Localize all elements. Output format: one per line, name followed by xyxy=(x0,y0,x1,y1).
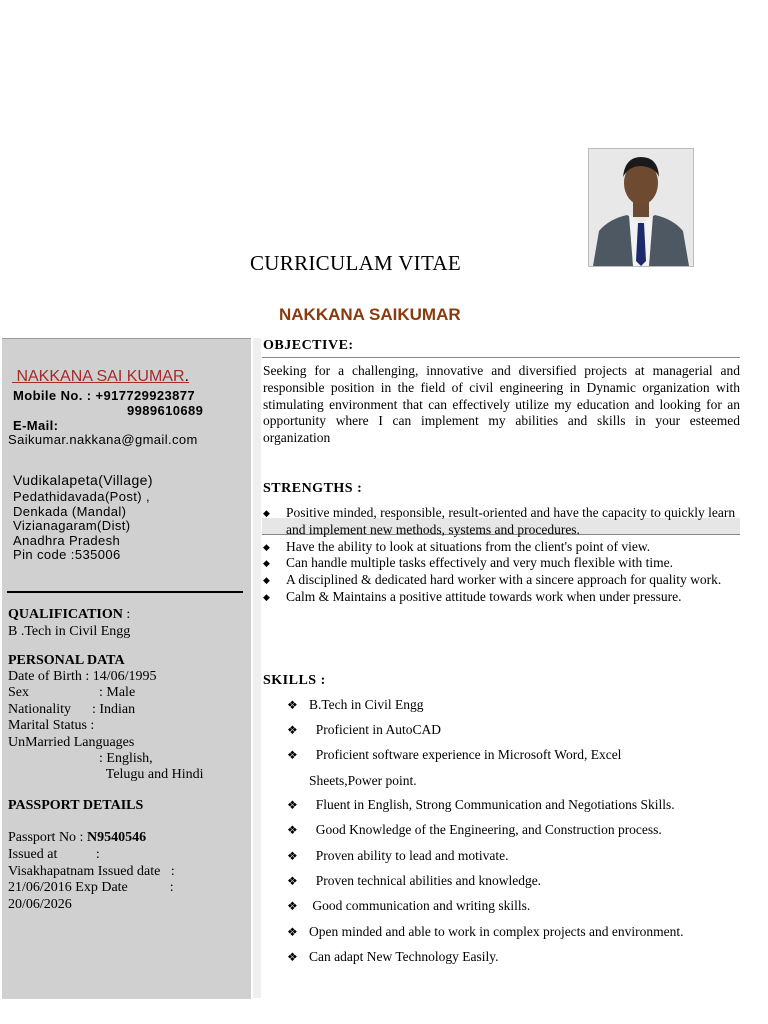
address-block xyxy=(13,490,150,563)
skill-item xyxy=(287,924,684,940)
skill-text: Open minded and able to work in complex projects and environment. xyxy=(309,924,684,939)
personal-line: Telugu and Hindi xyxy=(8,767,204,783)
mobile-number-1: +917729923877 xyxy=(95,388,196,403)
sidebar-name-suffix: . xyxy=(184,368,189,385)
skill-text: Fluent in English, Strong Communication and Negotiations Skills. xyxy=(309,797,675,812)
diamond-bullet-icon: ❖ xyxy=(287,723,298,737)
mobile-number-2: 9989610689 xyxy=(127,403,204,418)
strengths-list xyxy=(263,505,743,606)
candidate-name-heading: NAKKANA SAIKUMAR xyxy=(279,305,461,324)
skill-item xyxy=(287,697,424,713)
address-village: Vudikalapeta(Village) xyxy=(13,472,153,488)
objective-rule xyxy=(262,357,740,358)
skill-item xyxy=(287,797,675,813)
skill-item xyxy=(287,949,499,965)
passport-line: Visakhapatnam Issued date : xyxy=(8,863,175,879)
objective-text: Seeking for a challenging, innovative and diversified projects at managerial and responsible position in the field of civil engineering in Dynamic organization with stimulating environment that can effectively utilize my education and looking for an opportunity where I can implement my abilities and skills in your esteemed organization xyxy=(263,363,740,446)
diamond-bullet-icon: ❖ xyxy=(287,874,298,888)
address-line: Vizianagaram(Dist) xyxy=(13,518,131,534)
strength-text: Have the ability to look at situations from the client's point of view. xyxy=(286,538,651,554)
address-line: Pedathidavada(Post) , xyxy=(13,489,151,504)
sidebar-divider xyxy=(253,338,261,998)
personal-line: Nationality : Indian xyxy=(8,701,136,717)
address-line: Denkada (Mandal) xyxy=(13,503,127,519)
diamond-bullet-icon: ❖ xyxy=(287,698,298,712)
skill-item xyxy=(287,747,621,763)
bullet-icon: ◆ xyxy=(263,541,270,552)
passport-heading: PASSPORT DETAILS xyxy=(8,798,144,813)
qualification-heading xyxy=(8,607,130,623)
qualification-value: B .Tech in Civil Engg xyxy=(8,624,131,639)
diamond-bullet-icon: ❖ xyxy=(287,849,298,863)
personal-data-heading: PERSONAL DATA xyxy=(8,653,125,668)
strength-text: Calm & Maintains a positive attitude towards work when under pressure. xyxy=(286,588,682,604)
strength-text: A disciplined & dedicated hard worker with a sincere approach for quality work. xyxy=(286,572,722,588)
skill-text: Good Knowledge of the Engineering, and Construction process. xyxy=(309,822,662,837)
bullet-icon: ◆ xyxy=(263,575,270,586)
skill-item xyxy=(287,873,541,889)
sidebar-name-text: NAKKANA SAI KUMAR xyxy=(12,368,185,385)
skill-text: Proficient software experience in Microsoft Word, Excel xyxy=(309,747,622,762)
skill-text: Proven ability to lead and motivate. xyxy=(309,848,509,863)
skill-item xyxy=(287,822,662,838)
mobile-label: Mobile No. : xyxy=(13,388,92,403)
diamond-bullet-icon: ❖ xyxy=(287,899,298,913)
bullet-icon: ◆ xyxy=(263,508,270,518)
personal-data-block xyxy=(8,669,204,784)
skill-item xyxy=(287,898,530,914)
strengths-heading: STRENGTHS : xyxy=(263,481,363,496)
sidebar-rule xyxy=(7,591,243,593)
skill-text: Good communication and writing skills. xyxy=(309,898,531,913)
passport-block xyxy=(8,847,175,913)
personal-line: UnMarried Languages xyxy=(8,734,135,750)
strength-text: Positive minded, responsible, result-oriented and have the capacity to quickly learn and implement new methods, systems and procedures. xyxy=(286,505,736,537)
document-title: CURRICULAM VITAE xyxy=(250,251,461,275)
skill-item xyxy=(287,848,508,864)
personal-line: : English, xyxy=(8,751,153,767)
diamond-bullet-icon: ❖ xyxy=(287,925,298,939)
strength-item xyxy=(263,572,743,589)
passport-number-label: Passport No : xyxy=(8,830,87,845)
strength-item xyxy=(263,539,743,556)
diamond-bullet-icon: ❖ xyxy=(287,748,298,762)
diamond-bullet-icon: ❖ xyxy=(287,798,298,812)
skills-heading: SKILLS : xyxy=(263,673,326,688)
strength-item xyxy=(263,589,743,606)
skill-text: Can adapt New Technology Easily. xyxy=(309,949,499,964)
address-line: Pin code :535006 xyxy=(13,547,121,563)
sidebar-name xyxy=(12,368,189,386)
strength-item xyxy=(263,505,743,539)
skill-text: Proven technical abilities and knowledge. xyxy=(309,873,542,888)
passport-line: 20/06/2026 xyxy=(8,896,72,912)
passport-number-row xyxy=(8,830,146,846)
skill-text: Proficient in AutoCAD xyxy=(309,722,441,737)
objective-heading: OBJECTIVE: xyxy=(263,338,354,353)
bullet-icon: ◆ xyxy=(263,558,270,569)
skill-text: B.Tech in Civil Engg xyxy=(309,697,424,712)
strength-text: Can handle multiple tasks effectively and very much flexible with time. xyxy=(286,555,674,571)
skill-continuation: Sheets,Power point. xyxy=(309,773,417,788)
diamond-bullet-icon: ❖ xyxy=(287,823,298,837)
passport-number: N9540546 xyxy=(86,830,147,845)
bullet-icon: ◆ xyxy=(263,591,270,602)
qualification-label: QUALIFICATION xyxy=(8,607,123,622)
skill-item xyxy=(287,722,441,738)
address-line: Anadhra Pradesh xyxy=(13,532,121,548)
diamond-bullet-icon: ❖ xyxy=(287,950,298,964)
email-label: E-Mail: xyxy=(13,418,59,433)
personal-line: Date of Birth : 14/06/1995 xyxy=(8,669,157,684)
email-value: Saikumar.nakkana@gmail.com xyxy=(8,432,198,447)
personal-line: Marital Status : xyxy=(8,718,95,734)
qualification-colon: : xyxy=(122,607,131,622)
passport-line: 21/06/2016 Exp Date : xyxy=(8,880,174,895)
passport-line: Issued at : xyxy=(8,847,100,862)
mobile-row xyxy=(13,388,195,403)
strength-item xyxy=(263,555,743,572)
profile-photo xyxy=(588,148,694,267)
personal-line: Sex : Male xyxy=(8,685,136,701)
